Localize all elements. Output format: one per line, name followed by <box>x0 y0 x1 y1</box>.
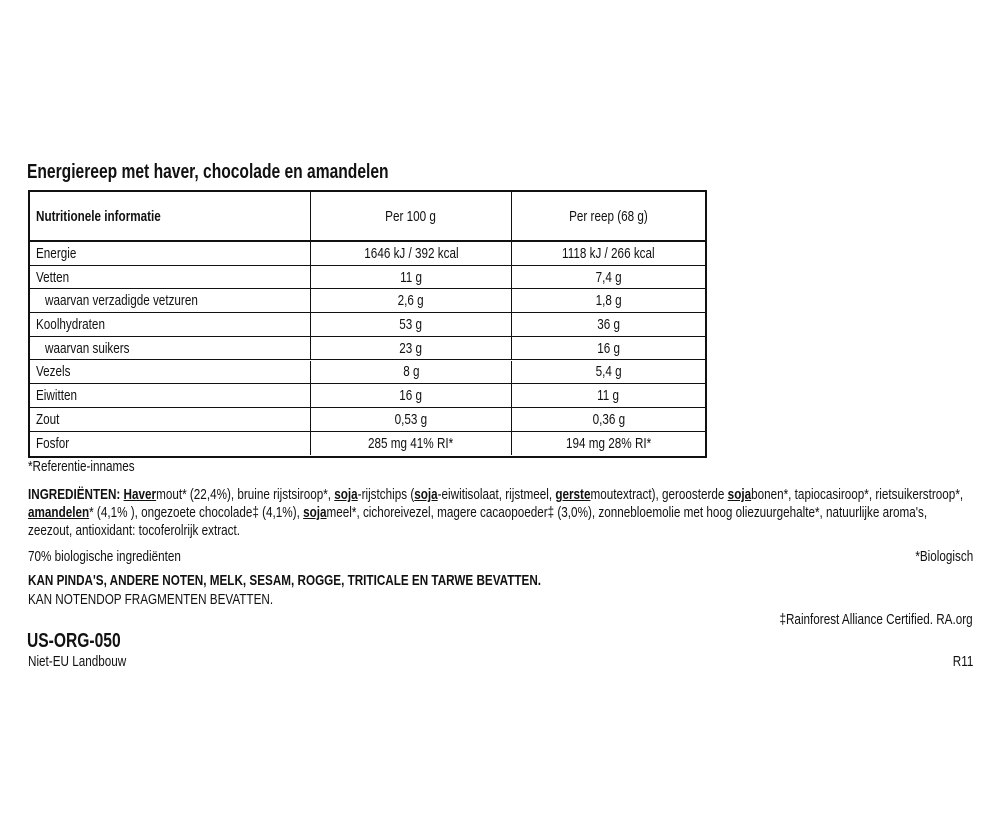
nutrient-label: Koolhydraten <box>30 313 311 336</box>
nutrient-per-bar: 16 g <box>597 339 620 357</box>
table-row <box>30 408 705 432</box>
table-row <box>30 242 705 266</box>
nutrient-per-bar: 11 g <box>597 387 620 405</box>
ingredient-text: meel*, cichoreivezel, magere cacaopoeder‡ (3,0%), zonnebloemolie met hoog oliezuurgehalte*, natuurlijke aroma's, zeezout, antioxidant: tocoferolrijk extract. <box>28 504 928 539</box>
ingredient-text: -eiwitisolaat, rijstmeel, <box>437 486 556 503</box>
rainforest-certification: ‡Rainforest Alliance Certified. RA.org <box>779 611 973 628</box>
nutrient-per-bar: 1,8 g <box>595 292 622 310</box>
product-code: R11 <box>952 653 973 670</box>
header-per-bar: Per reep (68 g) <box>569 207 648 225</box>
nutrient-label: Zout <box>30 408 311 431</box>
nutrient-label: Fosfor <box>30 432 311 456</box>
nutrient-per-100g: 0,53 g <box>311 408 512 431</box>
allergen-ingredient: soja <box>303 504 327 521</box>
nutrient-per-bar: 5,4 g <box>595 363 622 381</box>
table-row <box>30 266 705 290</box>
organic-note: *Biologisch <box>915 548 973 565</box>
nutrient-label: waarvan verzadigde vetzuren <box>30 289 311 312</box>
nutrient-per-100g: 2,6 g <box>311 289 512 312</box>
table-row <box>30 384 705 408</box>
ingredients-text <box>28 486 1000 540</box>
table-row <box>30 361 705 385</box>
table-row <box>30 432 705 456</box>
table-row <box>30 313 705 337</box>
table-row <box>30 337 705 361</box>
nutrient-per-bar: 7,4 g <box>595 268 622 286</box>
allergen-ingredient: Haver <box>123 486 157 503</box>
label-title <box>27 161 491 184</box>
organic-percentage: 70% biologische ingrediënten <box>28 548 181 565</box>
header-nutrition-info: Nutritionele informatie <box>30 192 311 240</box>
nutrient-per-bar: 194 mg 28% RI* <box>565 434 652 452</box>
nutrient-label: Energie <box>30 242 311 265</box>
nutrient-per-bar: 0,36 g <box>592 410 625 428</box>
footnote-reference-intake: *Referentie-innames <box>28 458 135 475</box>
nutrient-per-bar: 36 g <box>597 315 620 333</box>
allergen-ingredient: soja <box>727 486 752 503</box>
nutrient-per-100g: 53 g <box>311 313 512 336</box>
nutrient-per-100g: 8 g <box>311 361 512 384</box>
nutrient-label: Vezels <box>30 361 311 384</box>
allergen-ingredient: soja <box>334 486 358 503</box>
allergen-warning: KAN PINDA'S, ANDERE NOTEN, MELK, SESAM, ROGGE, TRITICALE EN TARWE BEVATTEN. <box>28 572 542 589</box>
allergen-ingredient: gerste <box>555 486 591 503</box>
allergen-ingredient: amandelen <box>28 504 90 521</box>
nutrient-label: Eiwitten <box>30 384 311 407</box>
nutrient-label: Vetten <box>30 266 311 289</box>
table-header-row <box>30 192 705 242</box>
agriculture-origin: Niet-EU Landbouw <box>28 653 127 670</box>
nutrition-table <box>28 190 707 458</box>
nutrient-per-bar: 1118 kJ / 266 kcal <box>562 244 655 262</box>
nutrient-per-100g: 285 mg 41% RI* <box>311 432 512 456</box>
ingredient-text: bonen*, tapiocasiroop*, rietsuikerstroop*, <box>751 486 964 503</box>
nutrient-per-100g: 16 g <box>311 384 512 407</box>
nutrient-per-100g: 11 g <box>311 266 512 289</box>
ingredient-text: * (4,1% ), ongezoete chocolade‡ (4,1%), <box>89 504 304 521</box>
allergen-ingredient: soja <box>414 486 438 503</box>
nutrient-per-100g: 1646 kJ / 392 kcal <box>311 242 512 265</box>
table-row <box>30 289 705 313</box>
fragment-warning: KAN NOTENDOP FRAGMENTEN BEVATTEN. <box>28 591 274 608</box>
nutrient-label: waarvan suikers <box>30 337 311 360</box>
ingredient-text: mout* (22,4%), bruine rijstsiroop*, <box>156 486 335 503</box>
organic-code: US-ORG-050 <box>27 630 121 652</box>
ingredient-text: -rijstchips ( <box>357 486 415 503</box>
label-title-text: Energiereep met haver, chocolade en amandelen <box>27 161 389 183</box>
ingredient-text: moutextract), geroosterde <box>590 486 728 503</box>
nutrient-per-100g: 23 g <box>311 337 512 360</box>
header-per-100g: Per 100 g <box>311 192 512 240</box>
ingredients-label: INGREDIËNTEN: <box>28 486 121 503</box>
